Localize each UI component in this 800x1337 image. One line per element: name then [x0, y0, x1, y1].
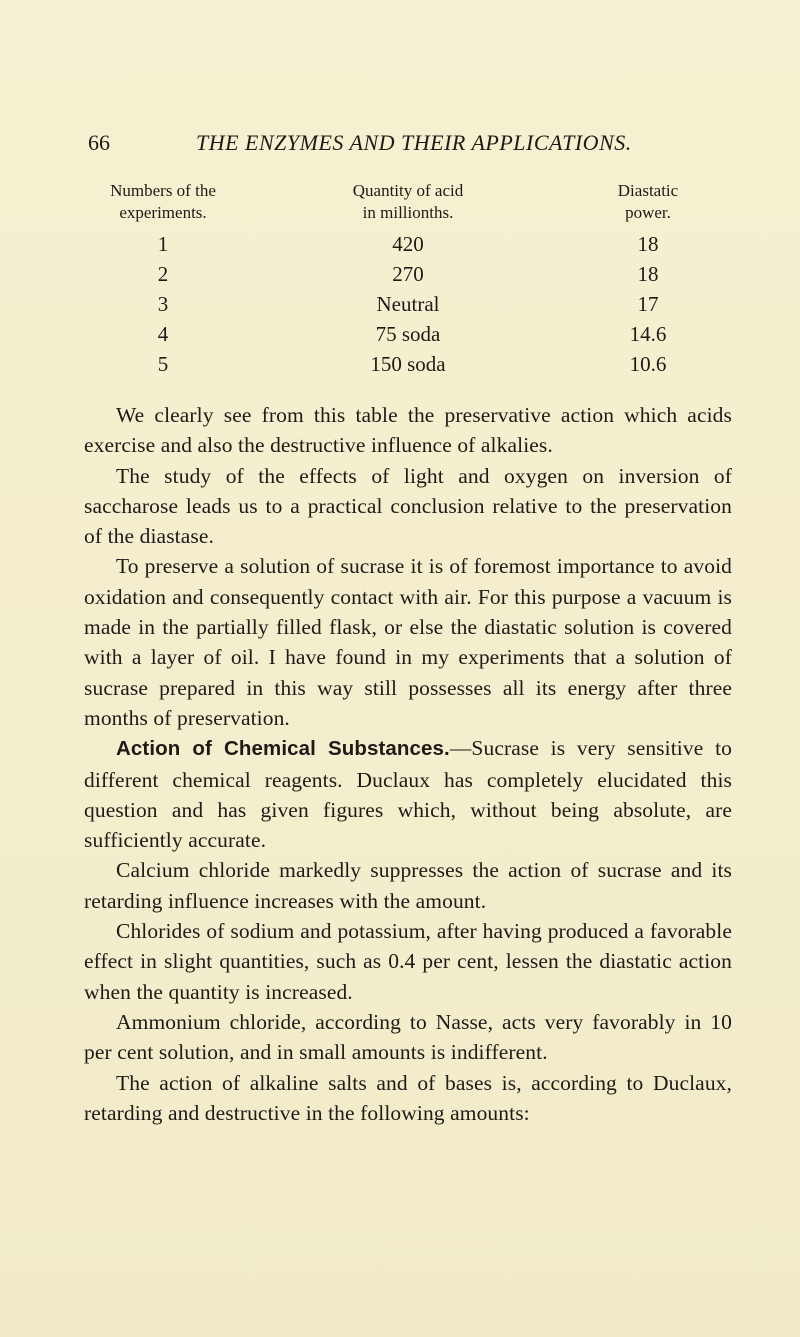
paragraph — [84, 733, 732, 855]
cell-number: 1 — [157, 232, 169, 256]
paragraph: Ammonium chloride, according to Nasse, acts very favorably in 10 per cent solution, and in small amounts is indifferent. — [84, 1009, 732, 1065]
paragraph-text: —Sucrase is very sensitive to different chemical reagents. Duclaux has completely elucidated this question and has given figures which, without being absolute, are sufficiently accurate. — [84, 736, 732, 853]
cell-number: 4 — [157, 322, 169, 346]
table-row — [88, 322, 728, 350]
cell-number: 2 — [157, 262, 169, 286]
cell-quantity: 270 — [392, 262, 424, 286]
page-header — [88, 130, 728, 162]
paragraph: The study of the effects of light and oxygen on inversion of saccharose leads us to a practical conclusion relative to the preservation of the diastase. — [84, 463, 732, 549]
results-table — [88, 180, 728, 380]
column-header-experiments: Numbers of the experiments. — [110, 181, 216, 222]
section-heading: Action of Chemical Substances. — [116, 737, 450, 761]
cell-quantity: 150 soda — [370, 352, 446, 376]
column-header-diastatic-power: Diastatic power. — [617, 181, 679, 222]
table-row — [88, 232, 728, 260]
table-row — [88, 262, 728, 290]
paragraph: Chlorides of sodium and potassium, after having produced a favorable effect in slight quantities, such as 0.4 per cent, lessen the diastatic action when the quantity is increased. — [84, 919, 732, 1004]
paragraph: To preserve a solution of sucrase it is of foremost importance to avoid oxidation and consequently contact with air. For this purpose a vacuum is made in the partially filled flask, or else the diastatic solution is covered with a layer of oil. I have found in my experiments that a solution of sucrase prepared in this way still possesses all its energy after three months of preservation. — [84, 554, 732, 730]
cell-power: 18 — [637, 232, 659, 256]
running-title: THE ENZYMES AND THEIR APPLICATIONS. — [196, 130, 632, 155]
cell-power: 14.6 — [629, 322, 667, 346]
cell-power: 17 — [637, 292, 659, 316]
cell-quantity: Neutral — [376, 292, 440, 316]
paragraph: We clearly see from this table the preservative action which acids exercise and also the destructive influence of alkalies. — [84, 403, 732, 458]
cell-quantity: 75 soda — [375, 322, 441, 346]
body-text — [84, 400, 732, 1128]
table-row — [88, 352, 728, 380]
cell-number: 3 — [157, 292, 169, 316]
cell-number: 5 — [157, 352, 169, 376]
page-number: 66 — [88, 130, 110, 155]
paragraph: The action of alkaline salts and of bases is, according to Duclaux, retarding and destructive in the following amounts: — [84, 1070, 732, 1125]
cell-power: 10.6 — [629, 352, 667, 376]
table-row — [88, 292, 728, 320]
paragraph: Calcium chloride markedly suppresses the action of sucrase and its retarding influence increases with the amount. — [84, 858, 732, 913]
cell-quantity: 420 — [392, 232, 424, 256]
cell-power: 18 — [637, 262, 659, 286]
column-header-acid-quantity: Quantity of acid in millionths. — [352, 181, 464, 222]
